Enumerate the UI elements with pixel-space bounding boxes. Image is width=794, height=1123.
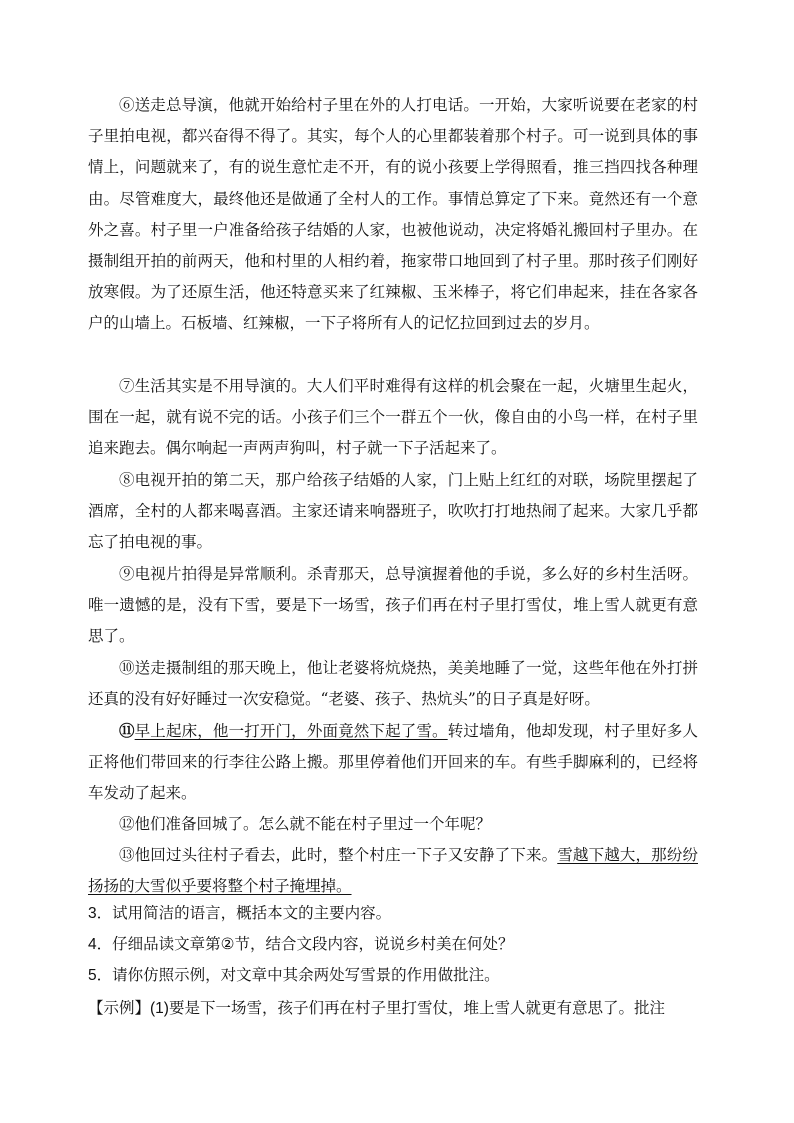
paragraph-11-rest: 转过墙角，他却发现，村子里好多人正将他们带回来的行李往公路上搬。那里停着他们开回来的车。有些手脚麻利的，已经将车发动了起来。 [88,722,698,803]
paragraph-11-number: ⑪ [119,721,135,740]
question-4: 4．仔细品读文章第②节，结合文段内容，说说乡村美在何处？ [88,936,514,953]
paragraph-8: ⑧电视开拍的第二天，那户给孩子结婚的人家，门上贴上红红的对联，场院里摆起了酒席，全村的人都来喝喜酒。主家还请来响器班子，吹吹打打地热闹了起来。大家几乎都忘了拍电视的事。 [88,471,698,552]
paragraph-11 [88,715,698,810]
paragraph-10: ⑩送走摄制组的那天晚上，他让老婆将炕烧热，美美地睡了一觉，这些年他在外打拼还真的没有好好睡过一次安稳觉。“老婆、孩子、热炕头”的日子真是好呀。 [88,659,698,709]
example-annotation: 【示例】(1)要是下一场雪，孩子们再在村子里打雪仗，堆上雪人就更有意思了。批注 [88,1000,665,1017]
paragraph-11-underlined: 早上起床，他一打开门，外面竟然下起了雪。 [134,722,448,740]
question-3: 3．试用简洁的语言，概括本文的主要内容。 [88,905,392,922]
paragraph-7: ⑦生活其实是不用导演的。大人们平时难得有这样的机会聚在一起，火塘里生起火，围在一起，就有说不完的话。小孩子们三个一群五个一伙，像自由的小鸟一样，在村子里追来跑去。偶尔响起一声两声狗叫，村子就一下子活起来了。 [88,377,698,458]
paragraph-12: ⑫他们准备回城了。怎么就不能在村子里过一个年呢？ [119,815,492,833]
paragraph-13-text: ⑬他回过头往村子看去，此时，整个村庄一下子又安静了下来。 [119,846,558,864]
paragraph-13-underlined: 雪越下越大，那纷纷扬扬的大雪似乎要将整个村子掩埋掉。 [88,846,698,896]
paragraph-13 [88,840,698,902]
paragraph-9: ⑨电视片拍得是异常顺利。杀青那天，总导演握着他的手说，多么好的乡村生活呀。唯一遗憾的是，没有下雪，要是下一场雪，孩子们再在村子里打雪仗，堆上雪人就更有意思了。 [88,565,698,646]
question-5: 5．请你仿照示例，对文章中其余两处写雪景的作用做批注。 [88,967,500,984]
paragraph-6: ⑥送走总导演，他就开始给村子里在外的人打电话。一开始，大家听说要在老家的村子里拍电视，都兴奋得不得了。其实，每个人的心里都装着那个村子。可一说到具体的事情上，问题就来了，有的说生意忙走不开，有的说小孩要上学得照看，推三挡四找各种理由。尽管难度大，最终他还是做通了全村人的工作。事情总算定了下来。竟然还有一个意外之喜。村子里一户准备给孩子结婚的人家，也被他说动，决定将婚礼搬回村子里办。在摄制组开拍的前两天，他和村里的人相约着，拖家带口地回到了村子里。那时孩子们刚好放寒假。为了还原生活，他还特意买来了红辣椒、玉米棒子，将它们串起来，挂在各家各户的山墙上。石板墙、红辣椒，一下子将所有人的记忆拉回到过去的岁月。 [88,96,698,333]
